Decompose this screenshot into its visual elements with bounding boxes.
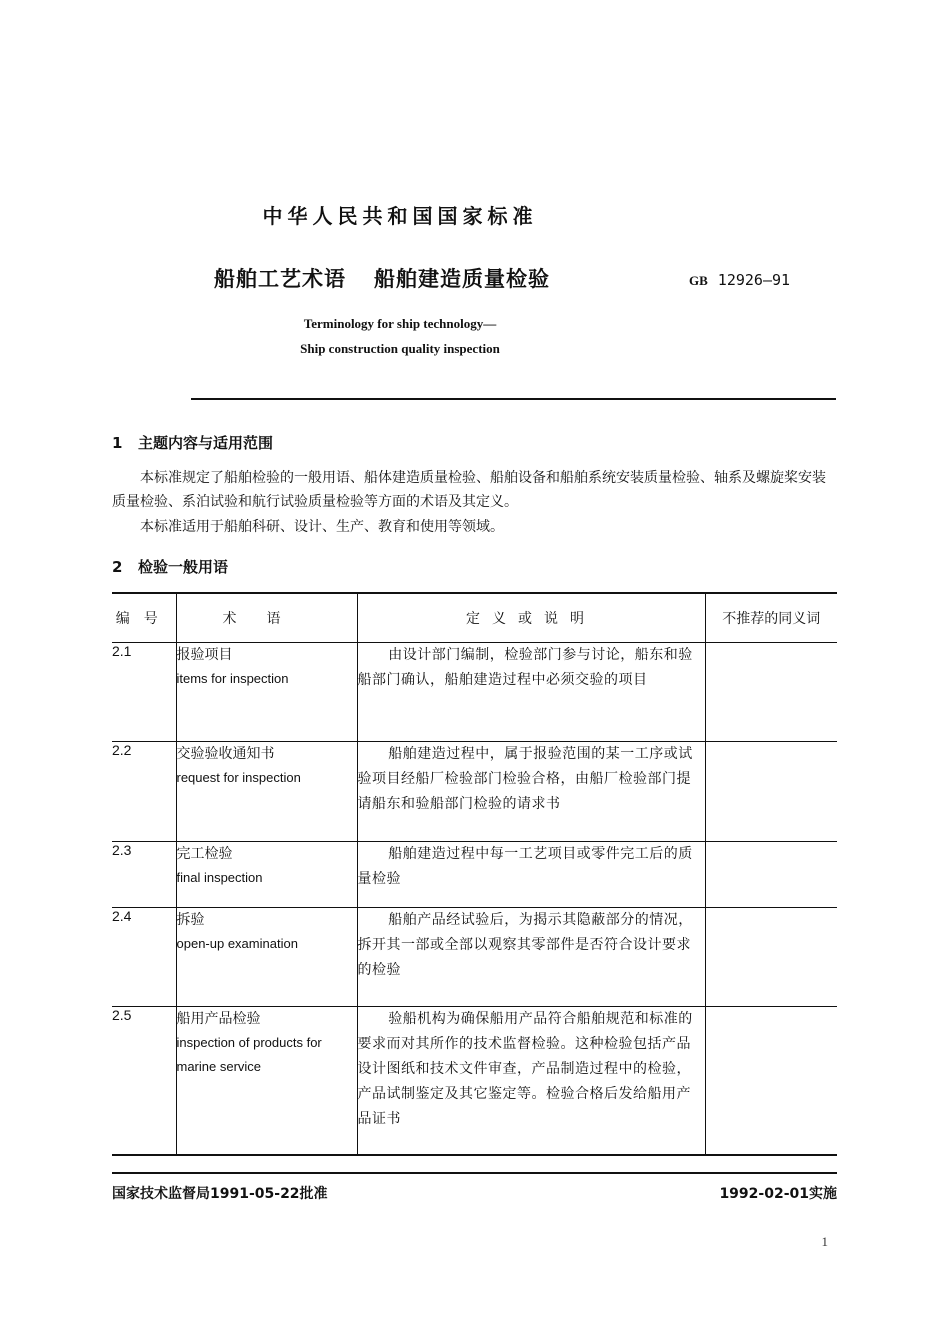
header-number: 编号 <box>112 593 176 643</box>
row-definition: 船舶建造过程中，属于报验范围的某一工序或试验项目经船厂检验部门检验合格，由船厂检验部门提请船东和验船部门检验的请求书 <box>357 742 705 842</box>
term-en: open-up examination <box>176 936 298 951</box>
section-2-number: 2 <box>112 558 123 576</box>
section-1-paragraph-2: 本标准适用于船舶科研、设计、生产、教育和使用等领域。 <box>140 519 504 535</box>
table-header-row <box>112 593 837 643</box>
term-en: inspection of products for marine service <box>176 1035 322 1074</box>
row-definition: 由设计部门编制，检验部门参与讨论，船东和验船部门确认，船舶建造过程中必须交验的项目 <box>357 643 705 742</box>
standard-code <box>689 271 790 289</box>
approval-text: 国家技术监督局1991-05-22批准 <box>112 1186 328 1202</box>
section-1-heading <box>112 432 273 453</box>
row-definition: 验船机构为确保船用产品符合船舶规范和标准的要求而对其所作的技术监督检验。这种检验包括产品设计图纸和技术文件审查，产品制造过程中的检验，产品试制鉴定及其它鉴定等。检验合格后发给船用产品证书 <box>357 1007 705 1155</box>
row-number: 2.1 <box>112 643 176 742</box>
row-term <box>176 742 357 842</box>
term-cn: 拆验 <box>176 912 205 928</box>
table-row <box>112 1007 837 1155</box>
national-standard-title: 中华人民共和国国家标准 <box>262 204 538 228</box>
section-2-title: 检验一般用语 <box>138 558 229 576</box>
implementation-text: 1992-02-01实施 <box>719 1186 837 1202</box>
title-cn-part-2: 船舶建造质量检验 <box>374 267 550 291</box>
row-number: 2.4 <box>112 908 176 1007</box>
title-cn-part-1: 船舶工艺术语 <box>214 267 346 291</box>
footer-divider <box>112 1172 837 1174</box>
term-cn: 报验项目 <box>176 647 233 663</box>
standard-number: 12926—91 <box>717 271 791 289</box>
section-1-title: 主题内容与适用范围 <box>138 434 274 452</box>
row-number: 2.2 <box>112 742 176 842</box>
header-term: 术语 <box>176 593 357 643</box>
term-cn: 完工检验 <box>176 846 233 862</box>
term-cn: 船用产品检验 <box>176 1011 261 1027</box>
row-number: 2.3 <box>112 842 176 908</box>
term-cn: 交验验收通知书 <box>176 746 275 762</box>
section-1-paragraph-1: 本标准规定了船舶检验的一般用语、船体建造质量检验、船舶设备和船舶系统安装质量检验、轴系及螺旋桨安装质量检验、系泊试验和航行试验质量检验等方面的术语及其定义。 <box>112 470 826 510</box>
title-en-line-1: Terminology for ship technology— <box>303 316 497 331</box>
row-synonym <box>705 742 837 842</box>
row-definition: 船舶产品经试验后，为揭示其隐蔽部分的情况，拆开其一部或全部以观察其零部件是否符合设计要求的检验 <box>357 908 705 1007</box>
section-1-number: 1 <box>112 434 123 452</box>
section-2-heading <box>112 556 228 577</box>
row-term <box>176 1007 357 1155</box>
table-row <box>112 908 837 1007</box>
standard-title-cn <box>214 263 550 293</box>
term-en: request for inspection <box>176 770 301 785</box>
term-en: items for inspection <box>176 671 289 686</box>
row-term <box>176 643 357 742</box>
header-divider <box>191 398 836 400</box>
row-synonym <box>705 1007 837 1155</box>
page-number: 1 <box>821 1234 828 1249</box>
title-en-line-2: Ship construction quality inspection <box>300 341 500 356</box>
term-en: final inspection <box>176 870 263 885</box>
row-synonym <box>705 643 837 742</box>
row-definition: 船舶建造过程中每一工艺项目或零件完工后的质量检验 <box>357 842 705 908</box>
header-synonym: 不推荐的同义词 <box>705 593 837 643</box>
row-term <box>176 842 357 908</box>
table-row <box>112 842 837 908</box>
standard-prefix: GB <box>689 273 708 288</box>
row-synonym <box>705 842 837 908</box>
terms-table <box>112 592 837 1156</box>
row-synonym <box>705 908 837 1007</box>
row-term <box>176 908 357 1007</box>
table-row <box>112 742 837 842</box>
header-definition: 定义或说明 <box>357 593 705 643</box>
table-row <box>112 643 837 742</box>
row-number: 2.5 <box>112 1007 176 1155</box>
